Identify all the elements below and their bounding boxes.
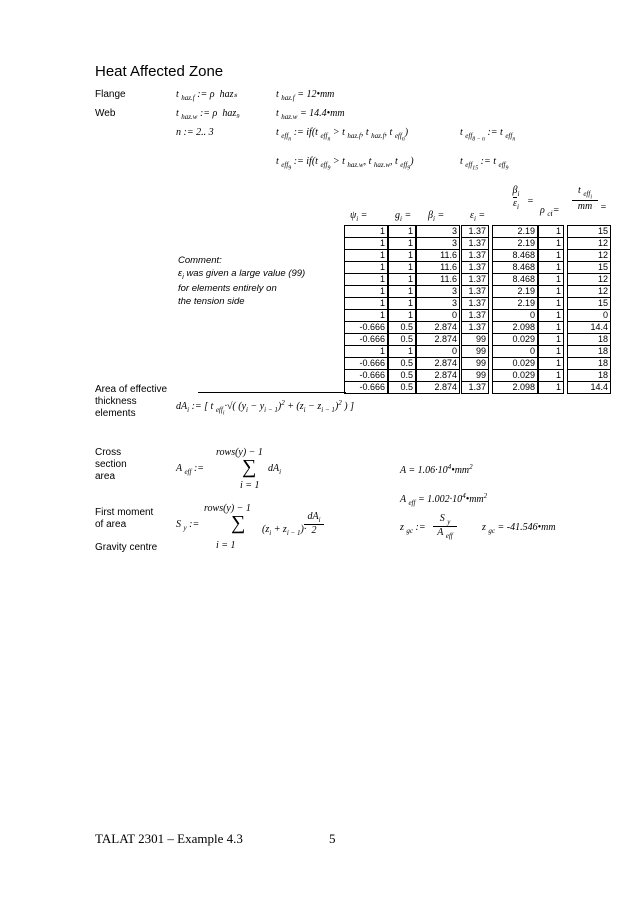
table-row [539, 358, 564, 370]
header-eps: $\varepsilon_i$ = [470, 210, 486, 223]
table-row [493, 262, 538, 274]
z-gc-def: z $_{gc}$ := [400, 522, 426, 535]
z-gc-fraction: S $_y$ A $_{eff}$ [432, 513, 458, 540]
header-ratio-eq: = [527, 196, 534, 207]
table-row [539, 370, 564, 382]
comment-line2-text: was given a large value (99) [186, 268, 306, 279]
table-cell: 0.5 [389, 334, 416, 346]
table-cell: 12 [568, 274, 611, 286]
table-row [345, 226, 388, 238]
table-row [345, 250, 388, 262]
table-cell: 1 [345, 262, 388, 274]
table-cell: 3 [417, 298, 460, 310]
table-row [539, 334, 564, 346]
area-eff-label-3: elements [95, 408, 136, 419]
table-cell: 2.874 [417, 334, 460, 346]
table-cell: 1.37 [462, 382, 489, 394]
teff-n-def: t $_{eff_n}$ := if(t $_{eff_n}$ > t $_{haz.f}$, t $_{haz.f}$, t $_{eff_n}$) [276, 127, 409, 143]
sum-symbol-A: ∑ [242, 456, 257, 478]
table-row [568, 382, 611, 394]
table-row [462, 262, 489, 274]
table-cell: 0 [417, 346, 460, 358]
table-row [493, 310, 538, 322]
table-row [462, 274, 489, 286]
table-row [417, 262, 460, 274]
table-cell: 0.029 [493, 370, 538, 382]
table-row [417, 334, 460, 346]
table-row [493, 358, 538, 370]
table-cell: 1 [539, 286, 564, 298]
teff-15-def: t $_{eff_{15}}$ := t $_{eff_9}$ [460, 156, 509, 172]
table-row [462, 334, 489, 346]
table-beta [416, 225, 460, 394]
table-row [417, 346, 460, 358]
table-row [493, 298, 538, 310]
sum-lower-limit-S: i = 1 [216, 540, 236, 551]
table-cell: 14.4 [568, 322, 611, 334]
header-teff-eq: = [600, 202, 607, 213]
table-cell: 1 [539, 238, 564, 250]
table-cell: 1 [539, 382, 564, 394]
table-row [493, 334, 538, 346]
table-cell: 1 [345, 286, 388, 298]
table-cell: 1 [389, 286, 416, 298]
table-cell: 1 [389, 238, 416, 250]
table-cell: 0.5 [389, 322, 416, 334]
table-row [568, 322, 611, 334]
table-row [389, 238, 416, 250]
table-row [493, 370, 538, 382]
table-row [417, 298, 460, 310]
table-cell: 18 [568, 334, 611, 346]
table-row [462, 298, 489, 310]
table-row [345, 274, 388, 286]
cross-label-2: section [95, 459, 127, 470]
table-row [345, 334, 388, 346]
table-cell: 2.874 [417, 382, 460, 394]
table-cell: 1 [539, 250, 564, 262]
A-value-text: A = 1.06·10 [400, 465, 448, 476]
table-cell: 0 [568, 310, 611, 322]
table-row [462, 322, 489, 334]
table-cell: 0 [493, 346, 538, 358]
table-row [345, 382, 388, 394]
header-g: $g_i$ = [395, 210, 412, 223]
table-row [389, 346, 416, 358]
footer-page: 5 [329, 831, 336, 846]
table-cell: 1.37 [462, 262, 489, 274]
table-cell: 0 [493, 310, 538, 322]
table-cell: 1.37 [462, 274, 489, 286]
table-row [345, 262, 388, 274]
table-row [568, 286, 611, 298]
table-row [345, 358, 388, 370]
table-cell: 14.4 [568, 382, 611, 394]
header-ratio: $\beta_i$ $\varepsilon_i$ [512, 185, 520, 211]
teff-9-def: t $_{eff_9}$ := if(t $_{eff_9}$ > t $_{haz.w}$, t $_{haz.w}$, t $_{eff_9}$) [276, 156, 414, 172]
table-cell: 2.19 [493, 286, 538, 298]
z-gc-value-text: = -41.546•mm [497, 522, 556, 533]
table-row [493, 322, 538, 334]
comment-line2: $\varepsilon_i$ was given a large value (99) [178, 268, 306, 281]
table-row [568, 250, 611, 262]
haz-web-def: t $_{haz.w}$ := ρ haz₉ [176, 108, 240, 121]
table-cell: 12 [568, 250, 611, 262]
table-cell: 18 [568, 346, 611, 358]
table-cell: 1 [539, 226, 564, 238]
table-g [388, 225, 416, 394]
page-title: Heat Affected Zone [95, 63, 224, 80]
table-row [568, 262, 611, 274]
table-cell: 8.468 [493, 250, 538, 262]
table-row [417, 286, 460, 298]
table-cell: 1 [539, 274, 564, 286]
table-cell: 8.468 [493, 262, 538, 274]
table-row [417, 382, 460, 394]
table-cell: 1 [539, 322, 564, 334]
table-row [345, 286, 388, 298]
table-row [539, 298, 564, 310]
table-cell: 11.6 [417, 262, 460, 274]
table-cell: 12 [568, 286, 611, 298]
dA-vector-bar [198, 392, 346, 393]
table-row [462, 250, 489, 262]
A-value: $A = 1.06\cdot 10^4•mm^2$ [400, 463, 473, 476]
table-cell: -0.666 [345, 358, 388, 370]
table-row [568, 346, 611, 358]
table-row [568, 226, 611, 238]
table-teff [567, 225, 611, 394]
table-cell: 8.468 [493, 274, 538, 286]
table-row [389, 310, 416, 322]
table-cell: 12 [568, 238, 611, 250]
table-cell: 1 [389, 250, 416, 262]
table-row [345, 346, 388, 358]
table-cell: 18 [568, 358, 611, 370]
table-row [389, 382, 416, 394]
table-cell: 1 [345, 298, 388, 310]
A-eff-formula: A $_{eff}$ := [176, 463, 205, 476]
table-cell: 99 [462, 358, 489, 370]
table-row [568, 358, 611, 370]
table-row [493, 346, 538, 358]
table-row [493, 274, 538, 286]
table-cell: 1 [539, 262, 564, 274]
sum-upper-limit-A: rows(y) − 1 [216, 447, 263, 458]
table-cell: 1 [539, 310, 564, 322]
A-value-unit: •mm [451, 465, 470, 476]
table-row [462, 286, 489, 298]
area-eff-label-2: thickness [95, 396, 137, 407]
table-cell: 1 [345, 238, 388, 250]
table-row [568, 310, 611, 322]
table-row [493, 238, 538, 250]
footer-doc: TALAT 2301 – Example 4.3 [95, 831, 243, 846]
table-cell: 1 [539, 358, 564, 370]
sum-term-S: $(z_i + z_{i - 1})\cdot$ [262, 524, 307, 537]
table-cell: 1 [389, 226, 416, 238]
table-row [345, 238, 388, 250]
table-row [568, 298, 611, 310]
table-cell: 0.029 [493, 358, 538, 370]
table-cell: 0.5 [389, 370, 416, 382]
table-row [462, 310, 489, 322]
table-row [539, 238, 564, 250]
table-row [345, 322, 388, 334]
table-cell: 1.37 [462, 250, 489, 262]
table-cell: 3 [417, 226, 460, 238]
table-row [493, 286, 538, 298]
table-row [539, 382, 564, 394]
table-cell: 1 [389, 310, 416, 322]
table-row [568, 238, 611, 250]
haz-web-value: t $_{haz.w}$ = 14.4•mm [276, 108, 345, 121]
table-cell: 1 [389, 346, 416, 358]
table-cell: 0 [417, 310, 460, 322]
first-moment-label-1: First moment [95, 507, 154, 518]
table-cell: -0.666 [345, 334, 388, 346]
dA-over-2: $dA_i$ 2 [303, 511, 325, 536]
first-moment-label-2: of area [95, 519, 127, 530]
table-cell: 1 [345, 274, 388, 286]
table-row [539, 226, 564, 238]
table-row [417, 274, 460, 286]
cross-label-1: Cross [95, 447, 122, 458]
header-rho: ρ $_{ci}$= [540, 205, 560, 218]
table-cell: 99 [462, 370, 489, 382]
A-eff-value-exp: 4 [462, 492, 466, 500]
comment-line1: Comment: [178, 255, 222, 266]
table-cell: -0.666 [345, 370, 388, 382]
table-eps [461, 225, 489, 394]
table-cell: 2.874 [417, 358, 460, 370]
haz-flange-value: t $_{haz.f}$ = 12•mm [276, 89, 335, 102]
table-cell: 1.37 [462, 322, 489, 334]
table-row [417, 322, 460, 334]
table-cell: 2.19 [493, 298, 538, 310]
A-eff-value: A $_{eff} = 1.002\cdot 10^4•mm^2$ [400, 492, 488, 507]
table-cell: 18 [568, 370, 611, 382]
header-teff: t $_{eff_i}$ mm [572, 185, 598, 212]
comment-line3: for elements entirely on [178, 283, 277, 294]
table-row [417, 226, 460, 238]
z-gc-value: z $_{gc}$ = -41.546•mm [482, 522, 556, 535]
table-cell: 1 [389, 274, 416, 286]
table-cell: 2.098 [493, 322, 538, 334]
area-eff-label-1: Area of effective [95, 384, 168, 395]
table-row [417, 238, 460, 250]
table-cell: 1 [345, 346, 388, 358]
table-cell: 1 [345, 310, 388, 322]
table-row [462, 346, 489, 358]
table-cell: 1 [539, 370, 564, 382]
table-row [389, 262, 416, 274]
header-beta: $\beta_i$ = [428, 210, 445, 223]
table-cell: 1 [389, 262, 416, 274]
header-psi: $\psi_i$ = [350, 210, 368, 223]
table-cell: 1 [539, 346, 564, 358]
table-cell: 15 [568, 226, 611, 238]
table-cell: 2.874 [417, 322, 460, 334]
table-row [417, 358, 460, 370]
table-row [539, 250, 564, 262]
table-row [539, 322, 564, 334]
table-cell: 11.6 [417, 274, 460, 286]
table-row [539, 286, 564, 298]
table-row [539, 262, 564, 274]
table-cell: -0.666 [345, 382, 388, 394]
table-cell: 1 [539, 334, 564, 346]
table-cell: 99 [462, 346, 489, 358]
table-row [493, 250, 538, 262]
table-cell: 11.6 [417, 250, 460, 262]
table-cell: 1.37 [462, 238, 489, 250]
A-eff-value-text: = 1.002·10 [417, 494, 463, 505]
sum-lower-limit-A: i = 1 [240, 480, 260, 491]
S-y-formula: S $_y$ := [176, 519, 200, 532]
table-row [389, 286, 416, 298]
table-row [417, 250, 460, 262]
table-row [417, 310, 460, 322]
table-cell: 2.874 [417, 370, 460, 382]
flange-label: Flange [95, 89, 126, 100]
table-cell: 1 [345, 250, 388, 262]
table-cell: 0.5 [389, 358, 416, 370]
table-row [389, 370, 416, 382]
sum-upper-limit-S: rows(y) − 1 [204, 503, 251, 514]
sum-symbol-S: ∑ [231, 512, 246, 534]
table-cell: 3 [417, 238, 460, 250]
table-cell: 0.5 [389, 382, 416, 394]
table-cell: -0.666 [345, 322, 388, 334]
gravity-centre-label: Gravity centre [95, 542, 158, 553]
comment-line4: the tension side [178, 296, 245, 307]
teff-8n-def: t $_{eff_{8 - n}}$ := t $_{eff_n}$ [460, 127, 516, 143]
table-cell: 15 [568, 298, 611, 310]
table-cell: 1 [539, 298, 564, 310]
table-row [568, 370, 611, 382]
table-cell: 3 [417, 286, 460, 298]
table-ratio [492, 225, 538, 394]
table-row [345, 370, 388, 382]
table-row [389, 226, 416, 238]
web-label: Web [95, 108, 116, 119]
table-row [389, 250, 416, 262]
haz-flange-def: t $_{haz.f}$ := ρ hazₛ [176, 89, 238, 102]
A-value-exp: 4 [447, 463, 452, 471]
table-row [345, 310, 388, 322]
table-row [389, 358, 416, 370]
table-row [389, 334, 416, 346]
table-cell: 99 [462, 334, 489, 346]
table-row [389, 322, 416, 334]
table-cell: 1.37 [462, 298, 489, 310]
dA-formula: $dA_i$ := [ t $_{eff_i}$·√( $(y_i - y_{i - 1})^2 + (z_i - z_{i - 1})^2$ ) ] [176, 399, 355, 417]
table-cell: 15 [568, 262, 611, 274]
table-row [539, 346, 564, 358]
table-row [462, 382, 489, 394]
table-row [462, 226, 489, 238]
table-row [462, 358, 489, 370]
table-row [389, 298, 416, 310]
cross-label-3: area [95, 471, 116, 482]
table-cell: 1 [389, 298, 416, 310]
table-cell: 0.029 [493, 334, 538, 346]
table-cell: 2.19 [493, 238, 538, 250]
table-row [493, 382, 538, 394]
table-psi [344, 225, 388, 394]
table-row [389, 274, 416, 286]
sum-term-A: $dA_i$ [268, 463, 282, 476]
table-row [568, 334, 611, 346]
table-cell: 1 [345, 226, 388, 238]
table-row [539, 274, 564, 286]
table-row [462, 238, 489, 250]
table-cell: 2.19 [493, 226, 538, 238]
table-row [417, 370, 460, 382]
table-row [493, 226, 538, 238]
table-cell: 1.37 [462, 226, 489, 238]
table-rho [538, 225, 564, 394]
table-cell: 1.37 [462, 286, 489, 298]
table-row [345, 298, 388, 310]
table-cell: 2.098 [493, 382, 538, 394]
table-cell: 1.37 [462, 310, 489, 322]
table-row [568, 274, 611, 286]
table-row [462, 370, 489, 382]
range-n: n := 2.. 3 [176, 127, 214, 138]
table-row [539, 310, 564, 322]
